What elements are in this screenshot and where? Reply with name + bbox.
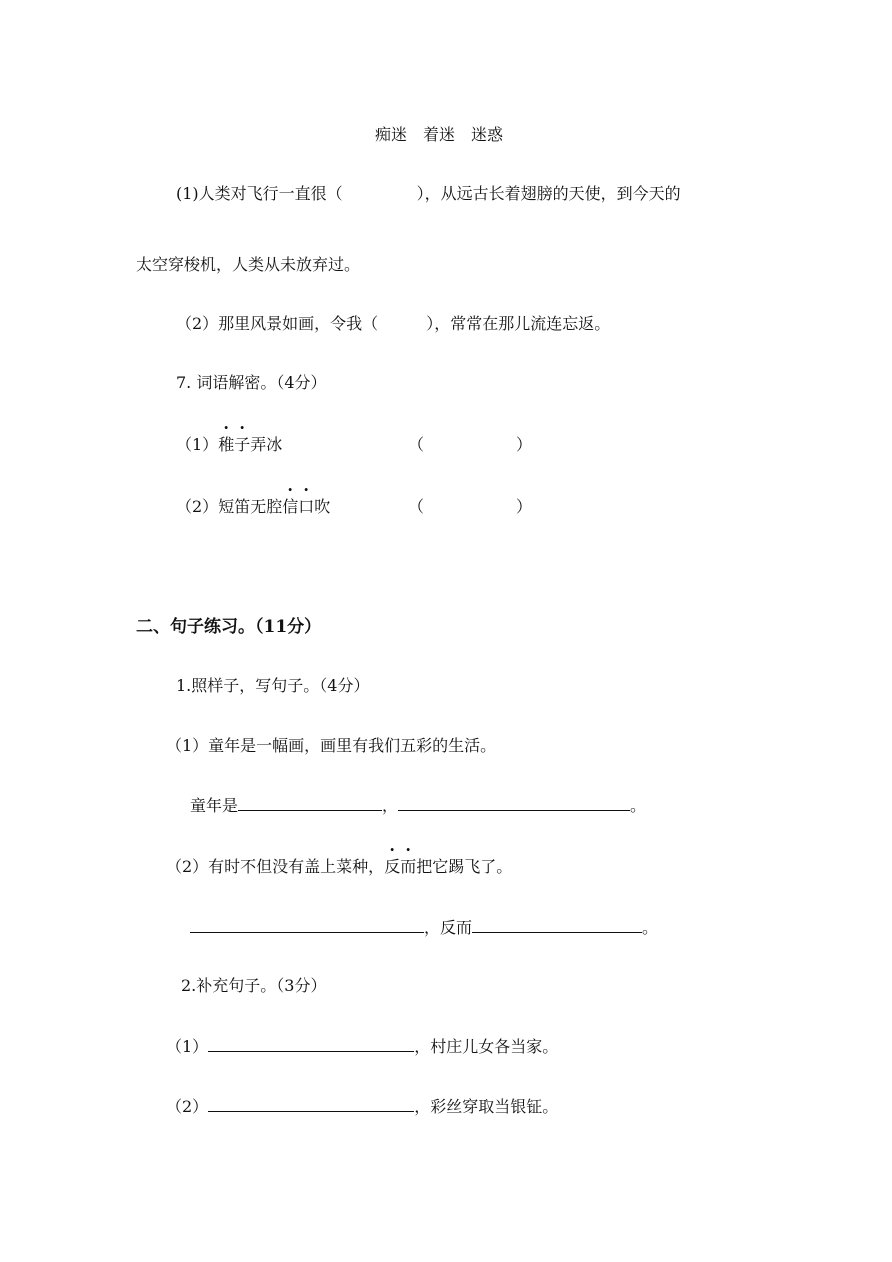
- answer-2-blank-b[interactable]: [472, 918, 642, 933]
- q7-item-2-num: （2）: [176, 497, 219, 516]
- dotted-char: 稚: [218, 435, 235, 454]
- question-7-title: 7. 词语解密。（4分）: [176, 373, 327, 392]
- q7-item-2-pre: 短笛无腔: [218, 497, 283, 516]
- fill-line-1-blank[interactable]: [208, 1037, 414, 1052]
- answer-1-comma: ，: [382, 796, 399, 815]
- q7-item-1: [176, 435, 282, 455]
- answer-2-end: 。: [642, 918, 659, 937]
- q7-item-1-answer[interactable]: [424, 435, 514, 455]
- q7-item-2: [176, 497, 330, 517]
- fill-line-2-num: （2）: [166, 1097, 209, 1116]
- fill-sentence-1: [176, 184, 681, 204]
- answer-1-blank-a[interactable]: [238, 796, 382, 811]
- dotted-char: 口: [298, 497, 315, 516]
- q7-item-2-answer[interactable]: [424, 497, 514, 517]
- answer-2-blank-a[interactable]: [190, 918, 424, 933]
- sentence-1-continuation: 太空穿梭机，人类从未放弃过。: [136, 255, 361, 274]
- answer-1-blank-b[interactable]: [398, 796, 630, 811]
- sentence-2-part2: ），常常在那儿流连忘返。: [426, 314, 611, 333]
- fill-sentence-2: [176, 314, 610, 334]
- sentence-2-part1: （2）那里风景如画，令我（: [176, 314, 379, 333]
- fill-line-1-num: （1）: [166, 1037, 209, 1056]
- q7-item-1-num: （1）: [176, 435, 219, 454]
- section-2-heading: 二、句子练习。（11分）: [136, 617, 322, 637]
- word-options: 痴迷 着迷 迷惑: [375, 125, 504, 144]
- dotted-char: 而: [400, 857, 417, 876]
- question-2-title: 2.补充句子。（3分）: [181, 976, 327, 995]
- answer-line-1: [190, 796, 646, 816]
- q7-item-2-post: 吹: [314, 497, 331, 516]
- sentence-1-part2: ），从远古长着翅膀的天使，到今天的: [416, 184, 681, 203]
- q7-item-1-open: （: [408, 435, 425, 454]
- dotted-char: 子: [234, 435, 251, 454]
- example-sentence-1: （1）童年是一幅画，画里有我们五彩的生活。: [166, 736, 497, 755]
- question-1-title: 1.照样子，写句子。（4分）: [176, 676, 370, 695]
- q7-item-2-open: （: [408, 497, 425, 516]
- dotted-char: 信: [282, 497, 299, 516]
- q7-item-2-close: ）: [516, 497, 533, 516]
- sentence-1-part1: (1)人类对飞行一直很（: [176, 184, 343, 203]
- answer-1-prefix: 童年是: [190, 796, 239, 815]
- fill-line-2-tail: ，彩丝穿取当银钲。: [414, 1097, 559, 1116]
- fill-line-1: [166, 1037, 558, 1057]
- answer-2-mid: ，反而: [424, 918, 473, 937]
- answer-1-end: 。: [630, 796, 647, 815]
- example-2-pre: （2）有时不但没有盖上菜种，: [166, 857, 385, 876]
- answer-line-2: [190, 918, 658, 938]
- q7-item-1-close: ）: [516, 435, 533, 454]
- q7-item-1-post: 弄冰: [250, 435, 283, 454]
- fill-line-1-tail: ，村庄儿女各当家。: [414, 1037, 559, 1056]
- example-2-post: 把它踢飞了。: [416, 857, 513, 876]
- fill-line-2: [166, 1097, 558, 1117]
- example-sentence-2: [166, 857, 512, 877]
- dotted-char: 反: [384, 857, 401, 876]
- fill-line-2-blank[interactable]: [208, 1097, 414, 1112]
